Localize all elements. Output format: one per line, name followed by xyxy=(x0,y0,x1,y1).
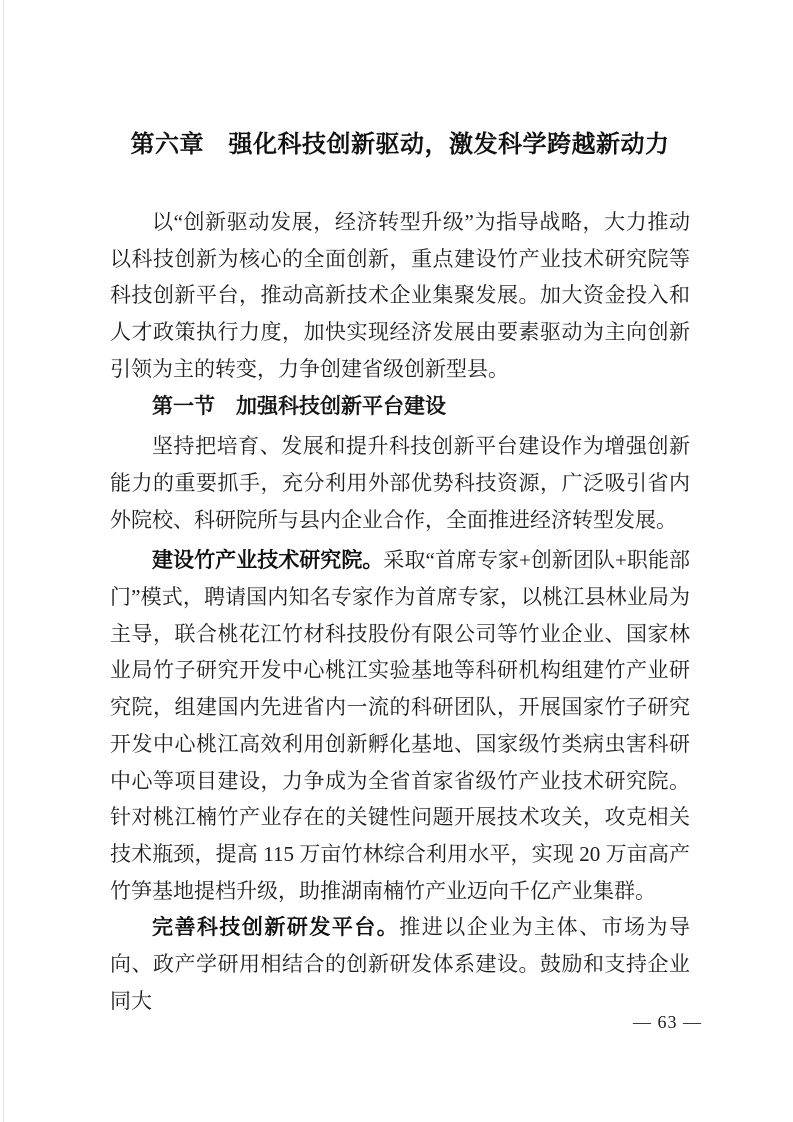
paragraph-lead-institute: 建设竹产业技术研究院。 xyxy=(152,548,384,573)
paragraph-rd-platform xyxy=(110,909,690,1019)
scan-edge-artifact xyxy=(3,0,4,1122)
paragraph-intro: 以“创新驱动发展，经济转型升级”为指导战略，大力推动以科技创新为核心的全面创新，重点建设竹产业技术研究院等科技创新平台，推动高新技术企业集聚发展。加大资金投入和人才政策执行力度，加快实现经济发展由要素驱动为主向创新引领为主的转变，力争创建省级创新型县。 xyxy=(110,210,690,381)
page-number: — 63 — xyxy=(633,1012,702,1032)
paragraph-body-institute: 采取“首席专家+创新团队+职能部门”模式，聘请国内知名专家作为首席专家，以桃江县林业局为主导，联合桃花江竹材科技股份有限公司等竹业企业、国家林业局竹子研究开发中心桃江实验基地等科研机构组建竹产业研究院，组建国内先进省内一流的科研团队，开展国家竹子研究开发中心桃江高效利用创新孵化基地、国家级竹类病虫害科研中心等项目建设，力争成为全省首家省级竹产业技术研究院。针对桃江楠竹产业存在的关键性问题开展技术攻关，攻克相关技术瓶颈，提高 115 万亩竹林综合利用水平，实现 20 万亩高产竹笋基地提档升级，助推湖南楠竹产业迈向千亿产业集群。 xyxy=(110,548,690,903)
paragraph-body-rd-platform: 推进以企业为主体、市场为导向、政产学研用相结合的创新研发体系建设。鼓励和支持企业同大 xyxy=(110,915,691,1013)
paragraph-bamboo-institute xyxy=(110,542,690,909)
section-heading: 第一节 加强科技创新平台建设 xyxy=(152,393,446,418)
paragraph-lead-rd-platform: 完善科技创新研发平台。 xyxy=(152,915,400,940)
chapter-title: 第六章 强化科技创新驱动，激发科学跨越新动力 xyxy=(130,131,670,158)
page-content xyxy=(110,0,690,1019)
body-text xyxy=(110,204,690,1019)
paragraph-platform-overview: 坚持把培育、发展和提升科技创新平台建设作为增强创新能力的重要抓手，充分利用外部优势科技资源，广泛吸引省内外院校、科研院所与县内企业合作，全面推进经济转型发展。 xyxy=(110,434,690,532)
